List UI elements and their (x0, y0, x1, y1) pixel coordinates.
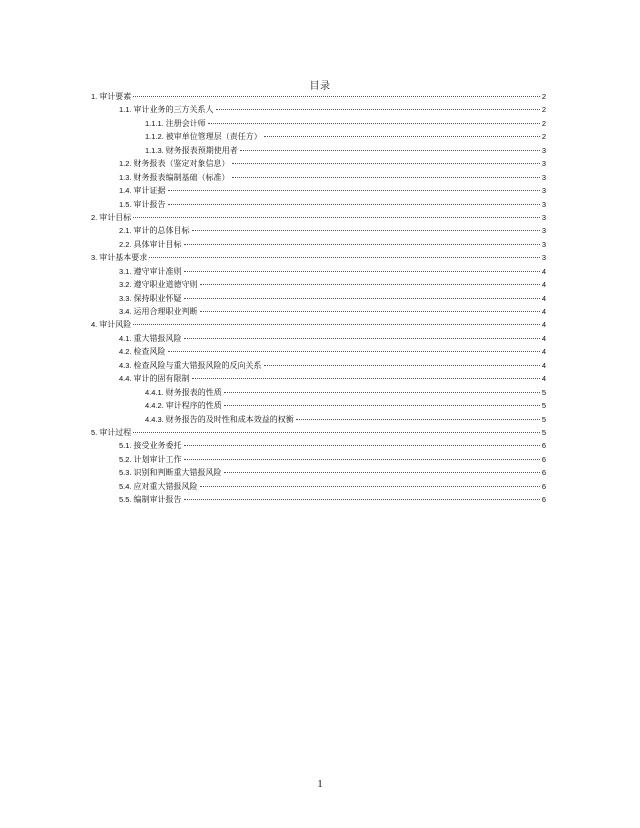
toc-entry-text: 财务报表的性质 (165, 387, 222, 397)
toc-entry-text: 审计报告 (133, 199, 166, 209)
toc-entry-page: 4 (541, 333, 546, 343)
toc-entry[interactable] (91, 399, 546, 412)
toc-entry-page: 3 (541, 212, 546, 222)
toc-entry[interactable] (91, 130, 546, 143)
toc-entry[interactable] (91, 103, 546, 116)
toc-dot-leader (192, 378, 540, 379)
toc-entry-number: 1. (91, 92, 98, 101)
toc-entry-page: 6 (541, 454, 546, 464)
toc-entry-number: 4.4.2. (145, 401, 164, 411)
toc-entry-page: 5 (541, 401, 546, 411)
toc-entry[interactable] (91, 171, 546, 184)
toc-entry-text: 财务报表编制基础（标准） (133, 172, 230, 182)
toc-entry-page: 6 (541, 441, 546, 451)
toc-entry-text: 审计基本要求 (99, 253, 148, 263)
toc-entry-number: 5. (91, 427, 98, 437)
toc-dot-leader (232, 177, 540, 178)
toc-entry-number: 3.1. (119, 266, 132, 276)
toc-dot-leader (200, 284, 540, 285)
toc-dot-leader (224, 405, 540, 406)
toc-dot-leader (184, 298, 540, 299)
toc-entry-text: 遵守审计准则 (133, 266, 182, 276)
toc-dot-leader (149, 257, 540, 258)
toc-entry-number: 4. (91, 320, 98, 330)
toc-entry-number: 3. (91, 253, 98, 263)
toc-entry-text: 保持职业怀疑 (133, 293, 182, 303)
toc-entry-number: 3.3. (119, 293, 132, 303)
toc-entry[interactable] (91, 386, 546, 399)
toc-entry-text: 审计程序的性质 (165, 401, 222, 411)
toc-entry-text: 识别和判断重大错报风险 (133, 468, 222, 478)
toc-dot-leader (240, 150, 540, 151)
toc-dot-leader (133, 217, 540, 218)
toc-entry-number: 2. (91, 212, 98, 222)
toc-entry-number: 5.5. (119, 495, 132, 505)
toc-entry[interactable] (91, 305, 546, 318)
toc-entry-page: 4 (541, 374, 546, 384)
toc-entry-page: 4 (541, 347, 546, 357)
toc-entry[interactable] (91, 278, 546, 291)
toc-entry-text: 接受业务委托 (133, 441, 182, 451)
toc-dot-leader (224, 472, 540, 473)
toc-entry-number: 4.4.3. (145, 414, 164, 424)
toc-entry-text: 财务报表预期使用者 (165, 145, 238, 155)
toc-entry-text: 财务报告的及时性和成本效益的权衡 (165, 414, 294, 424)
toc-title: 目录 (309, 81, 331, 92)
toc-dot-leader (133, 324, 540, 325)
toc-dot-leader (184, 244, 540, 245)
toc-entry-text: 运用合理职业判断 (133, 307, 198, 316)
toc-entry-text: 检查风险 (133, 347, 166, 357)
toc-entry-number: 5.4. (119, 481, 132, 491)
toc-entry-page: 5 (541, 414, 546, 424)
toc-entry-text: 计划审计工作 (133, 454, 182, 464)
toc-entry-text: 具体审计目标 (133, 239, 182, 249)
toc-entry-text: 注册会计师 (165, 118, 206, 128)
toc-dot-leader (200, 311, 540, 312)
toc-dot-leader (232, 163, 540, 164)
toc-entry-page: 4 (541, 280, 546, 290)
toc-entry-page: 3 (541, 172, 546, 182)
toc-entry-text: 审计的固有限制 (133, 374, 190, 384)
toc-entry-page: 3 (541, 199, 546, 209)
toc-entry-number: 4.1. (119, 333, 132, 343)
toc-entry-page: 4 (541, 360, 546, 370)
toc-dot-leader (216, 109, 540, 110)
toc-entry-page: 6 (541, 468, 546, 478)
toc-entry[interactable] (91, 372, 546, 385)
toc-dot-leader (184, 271, 540, 272)
toc-dot-leader (168, 204, 540, 205)
toc-dot-leader (184, 338, 540, 339)
toc-dot-leader (168, 351, 540, 352)
toc-entry[interactable] (91, 238, 546, 251)
toc-entry[interactable] (91, 184, 546, 197)
toc-entry-text: 审计风险 (99, 320, 132, 330)
toc-entry[interactable] (91, 211, 546, 224)
toc-entry[interactable] (91, 426, 546, 439)
toc-dot-leader (200, 486, 540, 487)
toc-entry-page: 2 (541, 92, 546, 101)
toc-dot-leader (168, 190, 540, 191)
toc-entry-page: 5 (541, 427, 546, 437)
toc-entry-number: 5.2. (119, 454, 132, 464)
toc-entry[interactable] (91, 359, 546, 372)
toc-dot-leader (264, 365, 540, 366)
toc-entry-number: 3.2. (119, 280, 132, 290)
toc-entry[interactable] (91, 439, 546, 452)
toc-entry-page: 3 (541, 159, 546, 169)
toc-entry-text: 审计目标 (99, 212, 132, 222)
toc-entry-page: 4 (541, 320, 546, 330)
toc-dot-leader (224, 392, 540, 393)
toc-entry-number: 1.5. (119, 199, 132, 209)
toc-entry[interactable] (91, 157, 546, 170)
toc-entry-number: 1.3. (119, 172, 132, 182)
toc-entry-page: 6 (541, 481, 546, 491)
toc-entry-text: 审计证据 (133, 186, 166, 196)
toc-entry-page: 3 (541, 145, 546, 155)
toc-entry-text: 遵守职业道德守则 (133, 280, 198, 290)
toc-entry[interactable] (91, 332, 546, 345)
toc-entry-text: 审计的总体目标 (133, 226, 190, 236)
toc-entry[interactable] (91, 318, 546, 331)
toc-entry[interactable] (91, 466, 546, 479)
toc-entry-page: 4 (541, 293, 546, 303)
toc-dot-leader (133, 96, 540, 97)
toc-entry[interactable] (91, 493, 546, 506)
toc-entry-text: 审计业务的三方关系人 (133, 105, 214, 115)
toc-entry[interactable] (91, 224, 546, 237)
toc-entry[interactable] (91, 292, 546, 305)
toc-entry-page: 4 (541, 307, 546, 316)
toc-entry-text: 检查风险与重大错报风险的反向关系 (133, 360, 262, 370)
toc-entry-text: 编制审计报告 (133, 495, 182, 505)
toc-entry-number: 1.2. (119, 159, 132, 169)
toc-entry-text: 审计要素 (99, 92, 132, 101)
toc-entry[interactable] (91, 413, 546, 426)
toc-dot-leader (208, 123, 540, 124)
toc-entry[interactable] (91, 90, 546, 103)
toc-entry[interactable] (91, 251, 546, 264)
toc-entry-page: 3 (541, 226, 546, 236)
toc-entry-number: 2.1. (119, 226, 132, 236)
toc-entry-number: 1.1.2. (145, 132, 164, 142)
toc-entry-page: 4 (541, 266, 546, 276)
page-number: 1 (317, 778, 323, 790)
toc-dot-leader (133, 432, 540, 433)
toc-entry-number: 1.1. (119, 105, 132, 115)
toc-entry-text: 审计过程 (99, 427, 132, 437)
toc-entry-text: 财务报表（鉴定对象信息） (133, 159, 230, 169)
toc-entry-number: 1.1.3. (145, 145, 164, 155)
toc-entry-number: 3.4. (119, 307, 132, 316)
toc-entry-number: 5.1. (119, 441, 132, 451)
toc-entry-number: 4.2. (119, 347, 132, 357)
toc-entry-text: 被审单位管理层（责任方） (165, 132, 262, 142)
toc-list (91, 90, 546, 507)
toc-entry-number: 1.4. (119, 186, 132, 196)
toc-entry-text: 应对重大错报风险 (133, 481, 198, 491)
toc-entry-page: 5 (541, 387, 546, 397)
toc-entry-page: 3 (541, 253, 546, 263)
toc-entry-number: 4.3. (119, 360, 132, 370)
toc-entry[interactable] (91, 265, 546, 278)
toc-entry-number: 1.1.1. (145, 118, 164, 128)
toc-dot-leader (192, 230, 540, 231)
toc-entry-page: 6 (541, 495, 546, 505)
toc-entry-number: 5.3. (119, 468, 132, 478)
toc-dot-leader (184, 445, 540, 446)
toc-dot-leader (184, 499, 540, 500)
toc-entry[interactable] (91, 480, 546, 493)
toc-entry-number: 4.4. (119, 374, 132, 384)
toc-entry-number: 2.2. (119, 239, 132, 249)
toc-dot-leader (184, 459, 540, 460)
toc-entry-page: 2 (541, 118, 546, 128)
toc-entry[interactable] (91, 453, 546, 466)
toc-entry-page: 3 (541, 186, 546, 196)
toc-entry[interactable] (91, 198, 546, 211)
toc-dot-leader (296, 419, 540, 420)
toc-entry-page: 2 (541, 132, 546, 142)
toc-entry[interactable] (91, 345, 546, 358)
toc-entry-page: 3 (541, 239, 546, 249)
toc-entry-number: 4.4.1. (145, 387, 164, 397)
toc-entry-page: 2 (541, 105, 546, 115)
toc-entry-text: 重大错报风险 (133, 333, 182, 343)
toc-entry[interactable] (91, 117, 546, 130)
toc-dot-leader (264, 136, 540, 137)
toc-entry[interactable] (91, 144, 546, 157)
